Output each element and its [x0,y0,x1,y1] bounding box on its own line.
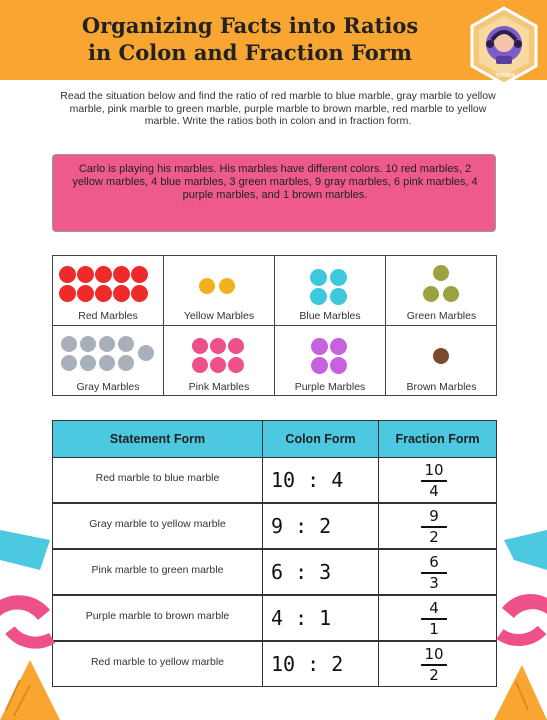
statement-cell [52,549,263,595]
statement-cell [52,503,263,549]
marble-dot [99,336,115,352]
marble-dot [433,348,449,364]
marble-dot [228,338,244,354]
fraction-denominator: 4 [429,482,439,500]
marble-dot [199,278,215,294]
colon-cell [262,457,379,503]
marble-dot [228,357,244,373]
marble-cell-red-marbles [53,256,164,326]
colon-cell [262,549,379,595]
marble-label: Purple Marbles [294,381,366,393]
fraction-value [417,462,451,500]
fraction-numerator: 4 [429,599,439,617]
statement-text: Gray marble to yellow marble [89,518,226,530]
fraction-numerator: 6 [429,553,439,571]
colon-cell [262,503,379,549]
marble-dot [192,338,208,354]
marble-label: Brown Marbles [406,381,477,393]
marble-cell-brown-marbles [386,326,497,396]
fraction-denominator: 2 [429,666,439,684]
marble-label: Gray Marbles [76,381,140,393]
marble-cell-yellow-marbles [164,256,275,326]
marble-dot [433,265,449,281]
statement-text: Red marble to blue marble [95,472,220,484]
marble-dot [113,266,130,283]
marble-dot [80,355,96,371]
fraction-cell [378,595,497,641]
colon-cell [262,641,379,687]
marble-dot [113,285,130,302]
fraction-cell [378,641,497,687]
statement-cell [52,457,263,503]
marble-dot [311,338,328,355]
marble-label: Blue Marbles [299,310,361,322]
fraction-numerator: 10 [424,645,444,663]
marble-grid [52,255,497,396]
marble-dot [219,278,235,294]
fraction-value [417,554,451,592]
marble-dot [330,269,347,286]
story-box [52,154,496,232]
marble-dot [95,266,112,283]
colon-text: 6 : 3 [271,560,332,584]
fraction-denominator: 1 [429,620,439,638]
marble-dot [310,269,327,286]
marble-dot [423,286,439,302]
left-decoration [0,530,60,720]
marble-dot [118,355,134,371]
marble-dot [95,285,112,302]
statement-text: Pink marble to green marble [91,564,224,576]
marble-label: Yellow Marbles [183,310,255,322]
marble-label: Green Marbles [406,310,477,322]
marble-dot [61,336,77,352]
marble-cell-pink-marbles [164,326,275,396]
statement-cell [52,595,263,641]
statement-text: Red marble to yellow marble [90,656,225,668]
fraction-value [417,508,451,546]
marble-dot [210,357,226,373]
statement-text: Purple marble to brown marble [85,610,230,622]
fraction-numerator: 9 [429,507,439,525]
marble-dot [131,266,148,283]
marble-dot [61,355,77,371]
instructions-text: Read the situation below and find the ratio of red marble to blue marble, gray marble to yellow marble, pink marble to green marble, purple marble to brown marble, red marble to yellow marble. Write the ratios both in colon and in fraction form. [60,90,496,127]
marble-cell-purple-marbles [275,326,386,396]
title-line-1: Organizing Facts into Ratios [81,13,419,38]
marble-dot [192,357,208,373]
logo-text: TUTORS [494,73,516,79]
colon-cell [262,595,379,641]
page-title [60,12,440,66]
marble-dot [131,285,148,302]
header-colon-form: Colon Form [262,420,379,458]
fraction-denominator: 2 [429,528,439,546]
marble-dot [99,355,115,371]
colon-text: 9 : 2 [271,514,332,538]
marble-dot [311,357,328,374]
marble-dot [118,336,134,352]
marble-dot [310,288,327,305]
marble-dot [77,266,94,283]
fraction-value [417,600,451,638]
marble-dot [59,285,76,302]
fraction-cell [378,549,497,595]
marble-cell-green-marbles [386,256,497,326]
fraction-denominator: 3 [429,574,439,592]
marble-dot [80,336,96,352]
story-text: Carlo is playing his marbles. His marbles have different colors. 10 red marbles, 2 yellow marbles, 4 blue marbles, 3 green marbles, 9 gray marbles, 6 pink marbles, 4 purple marbles, and 1 brown marbles. [72,163,478,201]
marble-label: Pink Marbles [188,381,250,393]
marble-dot [138,345,154,361]
header-statement-form: Statement Form [52,420,263,458]
fraction-cell [378,457,497,503]
right-decoration [494,530,547,720]
marble-dot [210,338,226,354]
colon-text: 4 : 1 [271,606,332,630]
ratio-table [52,420,497,688]
marble-dot [443,286,459,302]
colon-text: 10 : 2 [271,652,344,676]
fraction-numerator: 10 [424,461,444,479]
marble-cell-gray-marbles [53,326,164,396]
fraction-cell [378,503,497,549]
marble-dot [77,285,94,302]
header-fraction-form: Fraction Form [378,420,497,458]
title-line-2: in Colon and Fraction Form [87,40,413,65]
colon-text: 10 : 4 [271,468,344,492]
statement-cell [52,641,263,687]
marble-label: Red Marbles [78,310,138,322]
marble-cell-blue-marbles [275,256,386,326]
marble-dot [330,288,347,305]
marble-dot [330,357,347,374]
marble-dot [59,266,76,283]
marble-dot [330,338,347,355]
fraction-value [417,646,451,684]
